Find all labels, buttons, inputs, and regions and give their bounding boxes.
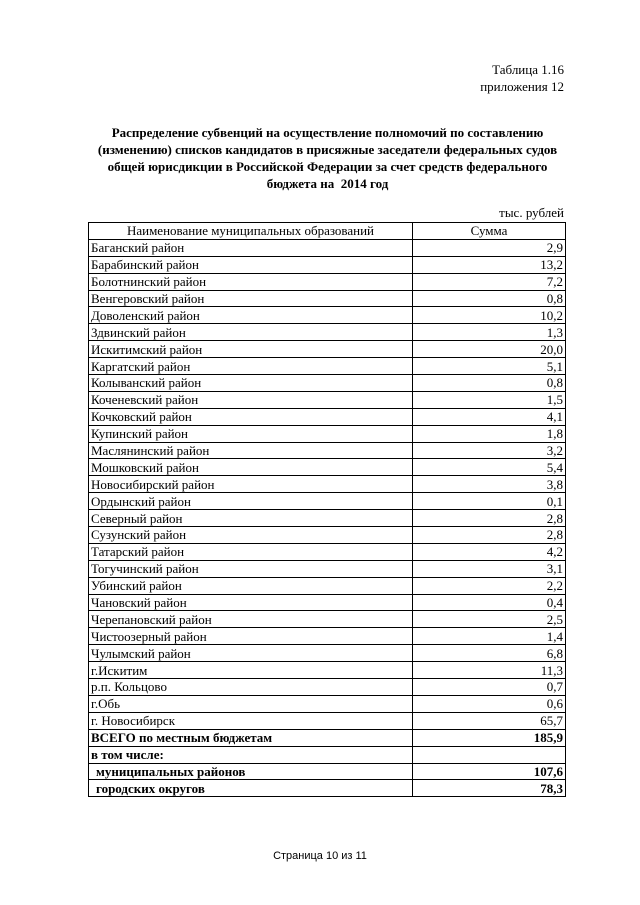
cell-name: в том числе:	[89, 746, 413, 763]
table-row	[89, 358, 566, 375]
table-row	[89, 695, 566, 712]
cell-value: 3,1	[413, 560, 566, 577]
table-row	[89, 628, 566, 645]
table-row	[89, 594, 566, 611]
cell-name: Сузунский район	[89, 527, 413, 544]
cell-value: 3,8	[413, 476, 566, 493]
subtotal-row	[89, 780, 566, 797]
table-row	[89, 290, 566, 307]
cell-value	[413, 746, 566, 763]
table-row	[89, 459, 566, 476]
cell-value: 3,2	[413, 442, 566, 459]
table-row	[89, 527, 566, 544]
title-line-3: общей юрисдикции в Российской Федерации за счет средств федерального	[107, 159, 548, 174]
table-row	[89, 560, 566, 577]
cell-name: Чистоозерный район	[89, 628, 413, 645]
cell-value: 20,0	[413, 341, 566, 358]
table-row	[89, 679, 566, 696]
cell-name: Искитимский район	[89, 341, 413, 358]
title-line-4: бюджета на 2014 год	[266, 176, 389, 191]
cell-value: 2,9	[413, 239, 566, 256]
cell-value: 0,1	[413, 493, 566, 510]
table-reference	[480, 61, 564, 95]
cell-name: Здвинский район	[89, 324, 413, 341]
table-row	[89, 425, 566, 442]
cell-name: Коченевский район	[89, 391, 413, 408]
cell-name: Чановский район	[89, 594, 413, 611]
cell-value: 107,6	[413, 763, 566, 780]
table-row	[89, 391, 566, 408]
cell-name: Ордынский район	[89, 493, 413, 510]
table-row	[89, 662, 566, 679]
cell-value: 2,8	[413, 527, 566, 544]
cell-value: 0,8	[413, 290, 566, 307]
table-header-row	[89, 223, 566, 240]
cell-value: 13,2	[413, 256, 566, 273]
cell-name: Баганский район	[89, 239, 413, 256]
cell-name: городских округов	[89, 780, 413, 797]
cell-value: 6,8	[413, 645, 566, 662]
title-line-1: Распределение субвенций на осуществление полномочий по составлению	[111, 125, 544, 140]
cell-name: Чулымский район	[89, 645, 413, 662]
table-body	[89, 239, 566, 796]
page-number: Страница 10 из 11	[273, 850, 367, 862]
cell-name: Доволенский район	[89, 307, 413, 324]
appendix-number: приложения 12	[480, 79, 564, 94]
cell-name: р.п. Кольцово	[89, 679, 413, 696]
table-row	[89, 256, 566, 273]
cell-value: 185,9	[413, 729, 566, 746]
cell-value: 0,7	[413, 679, 566, 696]
subtotal-row	[89, 763, 566, 780]
cell-name: Каргатский район	[89, 358, 413, 375]
table-number: Таблица 1.16	[492, 62, 564, 77]
table-row	[89, 611, 566, 628]
cell-value: 2,5	[413, 611, 566, 628]
cell-name: Северный район	[89, 510, 413, 527]
cell-value: 1,5	[413, 391, 566, 408]
cell-value: 4,2	[413, 543, 566, 560]
cell-name: Кочковский район	[89, 408, 413, 425]
cell-value: 0,6	[413, 695, 566, 712]
table-row	[89, 645, 566, 662]
table-row	[89, 324, 566, 341]
total-row	[89, 729, 566, 746]
cell-name: ВСЕГО по местным бюджетам	[89, 729, 413, 746]
cell-name: г.Обь	[89, 695, 413, 712]
cell-value: 2,2	[413, 577, 566, 594]
cell-name: Мошковский район	[89, 459, 413, 476]
column-header-sum: Сумма	[413, 223, 566, 240]
table-row	[89, 273, 566, 290]
cell-name: Колыванский район	[89, 375, 413, 392]
table-row	[89, 577, 566, 594]
table-row	[89, 712, 566, 729]
cell-name: Черепановский район	[89, 611, 413, 628]
table-row	[89, 408, 566, 425]
table-row	[89, 543, 566, 560]
cell-name: г.Искитим	[89, 662, 413, 679]
cell-value: 1,3	[413, 324, 566, 341]
cell-value: 5,1	[413, 358, 566, 375]
subsidy-table	[88, 222, 566, 797]
cell-name: Тогучинский район	[89, 560, 413, 577]
cell-name: г. Новосибирск	[89, 712, 413, 729]
table-row	[89, 510, 566, 527]
cell-value: 0,4	[413, 594, 566, 611]
cell-value: 4,1	[413, 408, 566, 425]
unit-label: тыс. рублей	[499, 205, 564, 220]
cell-name: Купинский район	[89, 425, 413, 442]
table-row	[89, 307, 566, 324]
cell-name: муниципальных районов	[89, 763, 413, 780]
cell-name: Венгеровский район	[89, 290, 413, 307]
cell-value: 5,4	[413, 459, 566, 476]
cell-value: 1,4	[413, 628, 566, 645]
cell-value: 1,8	[413, 425, 566, 442]
cell-name: Новосибирский район	[89, 476, 413, 493]
column-header-name: Наименование муниципальных образований	[89, 223, 413, 240]
cell-value: 10,2	[413, 307, 566, 324]
cell-value: 7,2	[413, 273, 566, 290]
cell-name: Татарский район	[89, 543, 413, 560]
title-line-2: (изменению) списков кандидатов в присяжные заседатели федеральных судов	[97, 142, 558, 157]
cell-value: 0,8	[413, 375, 566, 392]
table-row	[89, 476, 566, 493]
table-row	[89, 442, 566, 459]
cell-name: Маслянинский район	[89, 442, 413, 459]
including-row	[89, 746, 566, 763]
table-row	[89, 341, 566, 358]
cell-value: 78,3	[413, 780, 566, 797]
cell-value: 65,7	[413, 712, 566, 729]
cell-name: Барабинский район	[89, 256, 413, 273]
cell-value: 11,3	[413, 662, 566, 679]
cell-value: 2,8	[413, 510, 566, 527]
document-title	[90, 124, 565, 192]
cell-name: Убинский район	[89, 577, 413, 594]
table-row	[89, 493, 566, 510]
cell-name: Болотнинский район	[89, 273, 413, 290]
table-row	[89, 239, 566, 256]
table-row	[89, 375, 566, 392]
